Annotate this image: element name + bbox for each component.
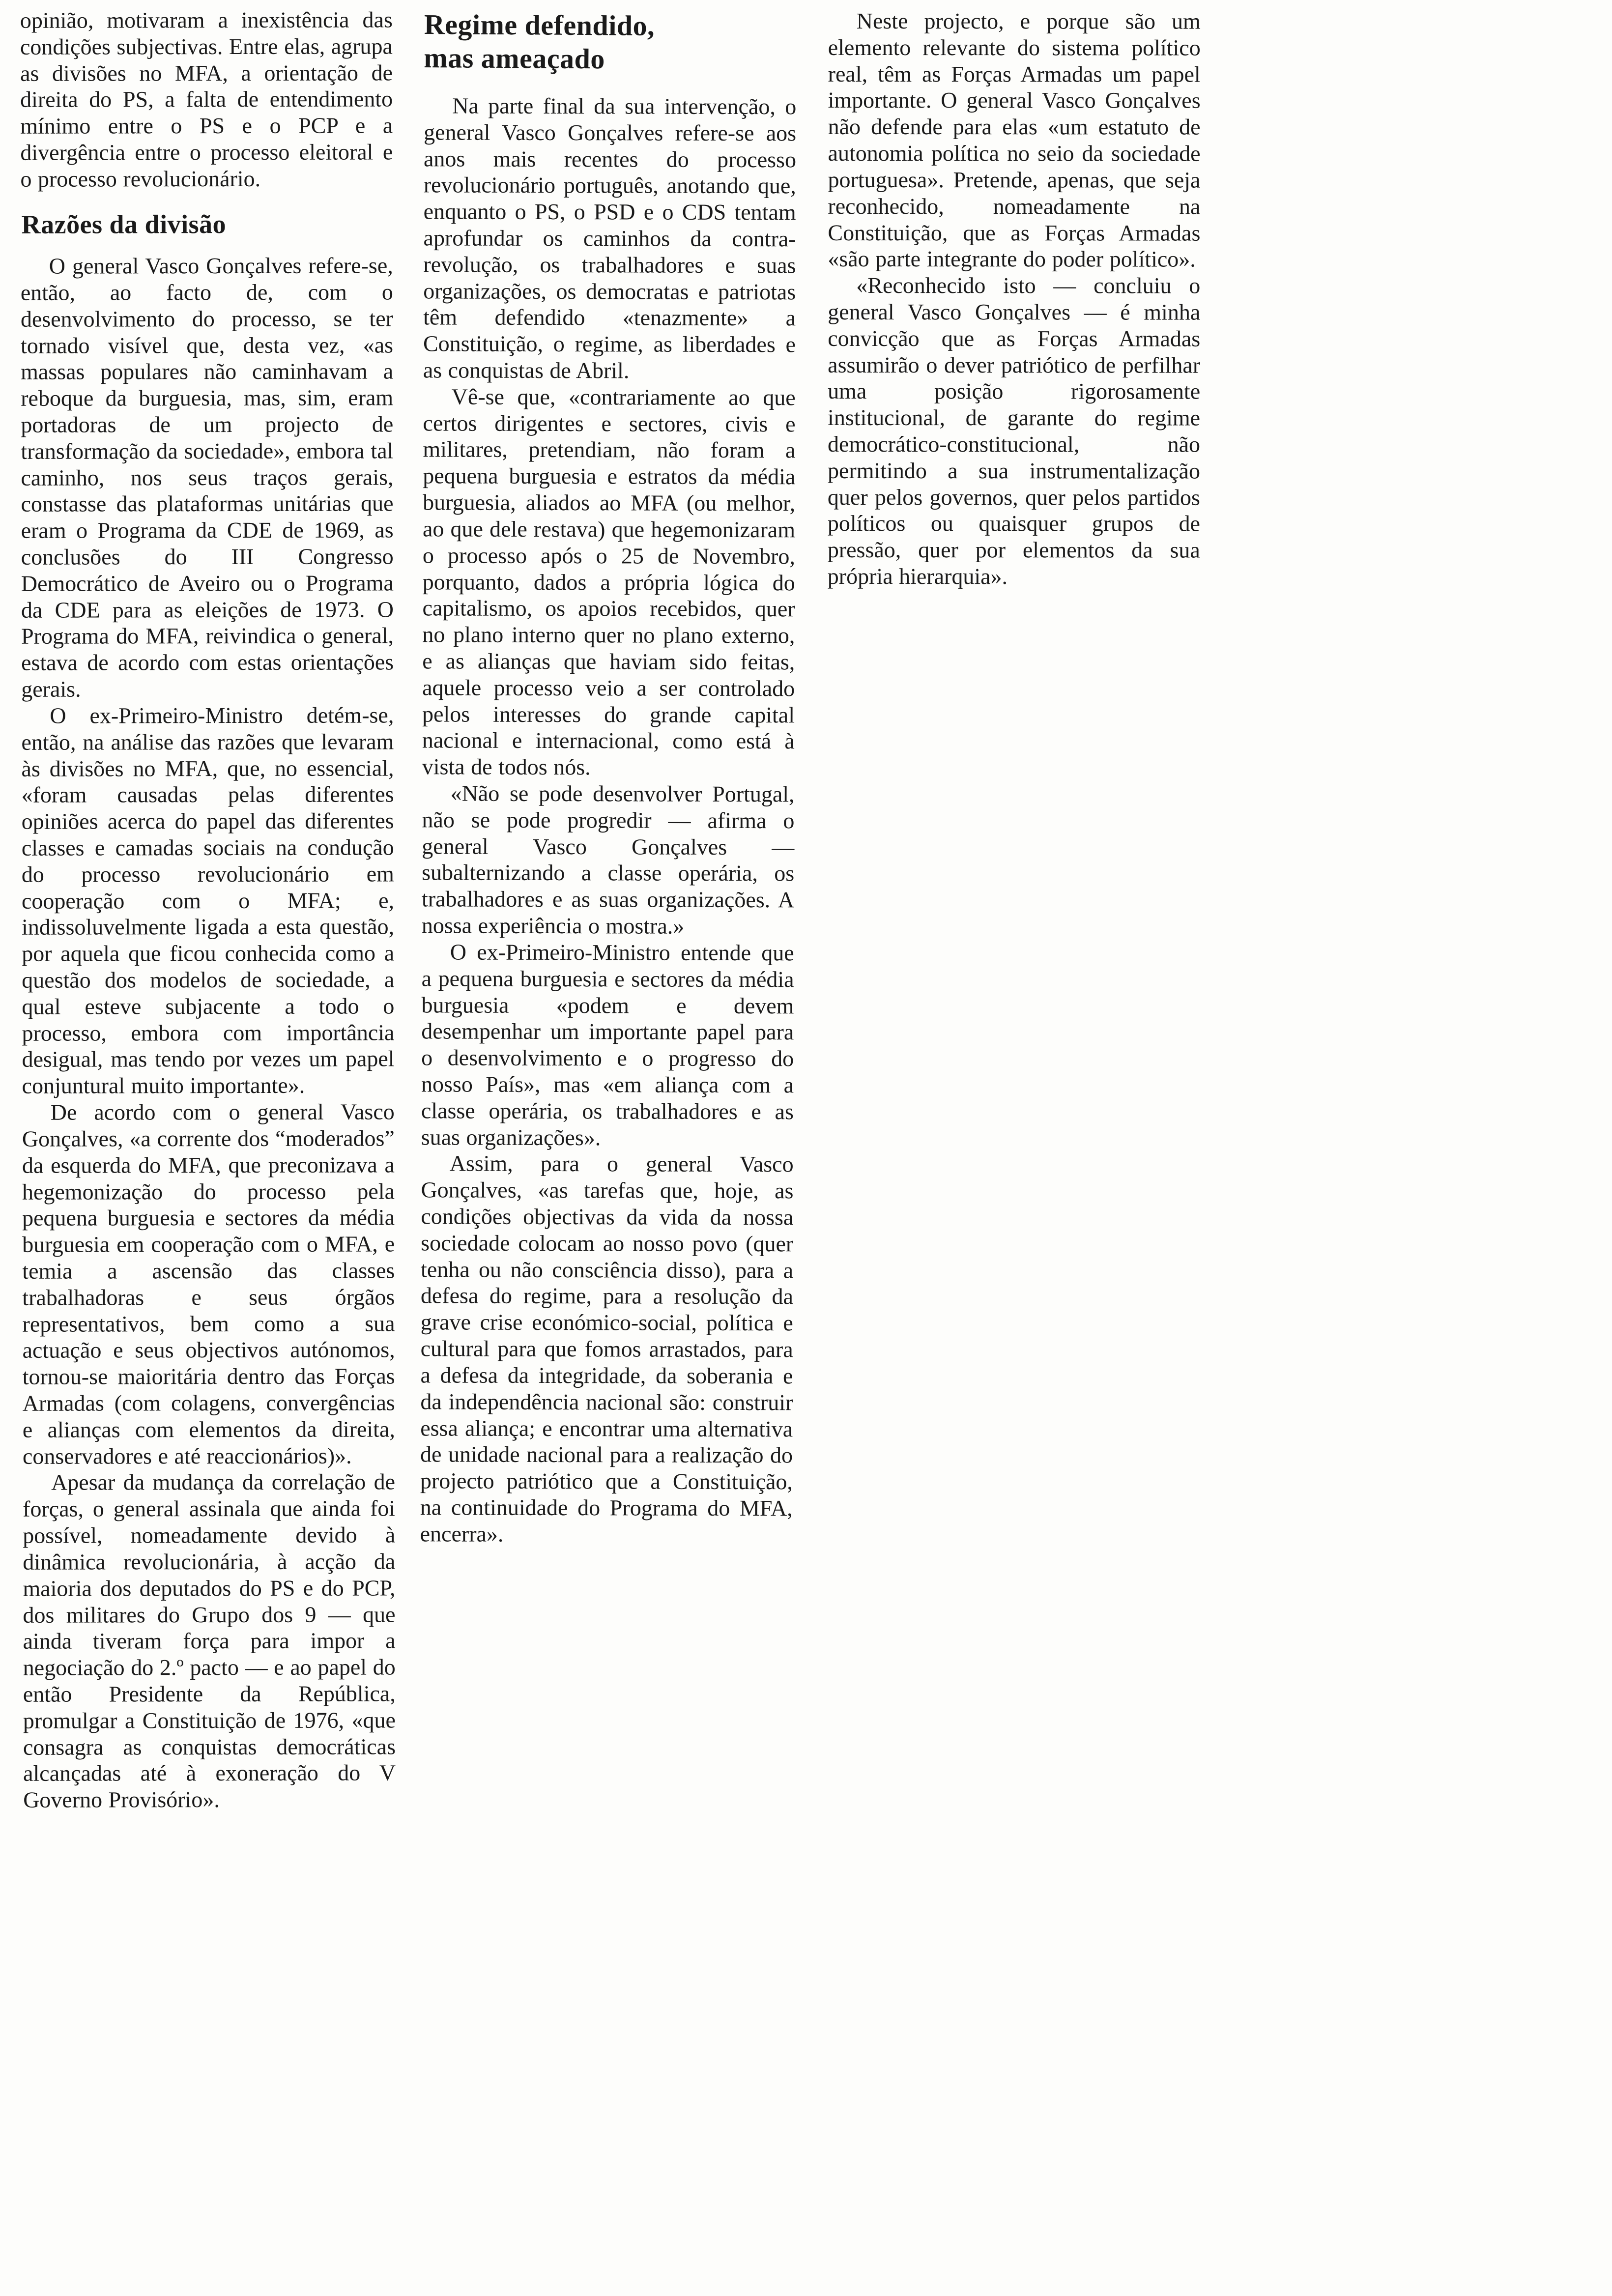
paragraph: «Não se pode desenvolver Portugal, não se pode progredir — afirma o general Vasco Gonçalves — subalternizando a classe operária, os trabalhadores e as suas organizações. A nossa experiência o mostra.» [421, 780, 795, 939]
paragraph: De acordo com o general Vasco Gonçalves, «a corrente dos “moderados” da esquerda do MFA, que preconizava a hegemonização do processo pela pequena burguesia e sectores da média burguesia em cooperação com o MFA, e temia a ascensão das classes trabalhadoras e seus órgãos representativos, bem como a sua actuação e seus objectivos autónomos, tornou-se maioritária dentro das Forças Armadas (com colagens, convergências e alianças com elementos da direita, conservadores e até reaccionários)». [22, 1099, 395, 1469]
column-left [20, 6, 396, 1813]
paragraph: O ex-Primeiro-Ministro entende que a pequena burguesia e sectores da média burguesia «podem e devem desempenhar um importante papel para o desenvolvimento e o progresso do nosso País», mas «em aliança com a classe operária, os trabalhadores e as suas organizações». [421, 939, 794, 1150]
paragraph: O ex-Primeiro-Ministro detém-se, então, na análise das razões que levaram às divisões no MFA, que, no essencial, «foram causadas pelas diferentes opiniões acerca do papel das diferentes classes e camadas sociais na condução do processo revolucionário em cooperação com o MFA; e, indissoluvelmente ligada a esta questão, por aquela que ficou conhecida como a questão dos modelos de sociedade, a qual esteve subjacente a todo o processo, embora com importância desigual, mas tendo por vezes um papel conjuntural muito importante». [21, 702, 395, 1099]
paragraph-continuation: opinião, motivaram a inexistência das condições subjectivas. Entre elas, agrupa as divisões no MFA, a orientação de direita do PS, a falta de entendimento mínimo entre o PS e o PCP e a divergência entre o processo eleitoral e o processo revolucionário. [20, 7, 393, 192]
section-heading-regime-defendido [424, 8, 797, 78]
column-right [827, 6, 1201, 1812]
paragraph: O general Vasco Gonçalves refere-se, então, ao facto de, com o desenvolvimento do processo, se ter tornado visível que, desta vez, «as massas populares não caminhavam a reboque da burguesia, mas, sim, eram portadoras de um projecto de transformação da sociedade», embora tal caminho, nos seus traços gerais, constasse das plataformas unitárias que eram o Programa da CDE de 1969, as conclusões do III Congresso Democrático de Aveiro ou o Programa da CDE para as eleições de 1973. O Programa do MFA, reivindica o general, estava de acordo com estas orientações gerais. [20, 253, 394, 702]
paragraph: Assim, para o general Vasco Gonçalves, «as tarefas que, hoje, as condições objectivas da vida da nossa sociedade colocam ao nosso povo (quer tenha ou não consciência disso), para a defesa do regime, para a resolução da grave crise económico-social, política e cultural para que fomos arrastados, para a defesa da integridade, da soberania e da independência nacional são: construir essa aliança; e encontrar uma alternativa de unidade nacional para a realização do projecto patriótico que a Constituição, na continuidade do Programa do MFA, encerra». [420, 1150, 794, 1547]
paragraph: Neste projecto, e porque são um elemento relevante do sistema político real, têm as Forças Armadas um papel importante. O general Vasco Gonçalves não defende para elas «um estatuto de autonomia política no seio da sociedade portuguesa». Pretende, apenas, que seja reconhecido, nomeadamente na Constituição, que as Forças Armadas «são parte integrante do poder político». [828, 8, 1201, 272]
column-middle [419, 6, 797, 1813]
section-heading-razoes-da-divisao: Razões da divisão [21, 209, 227, 239]
paragraph: Apesar da mudança da correlação de forças, o general assinala que ainda foi possível, nomeadamente devido à dinâmica revolucionária, à acção da maioria dos deputados do PS e do PCP, dos militares do Grupo dos 9 — que ainda tiveram força para impor a negociação do 2.º pacto — e ao papel do então Presidente da República, promulgar a Constituição de 1976, «que consagra as conquistas democráticas alcançadas até à exoneração do V Governo Provisório». [23, 1469, 396, 1812]
section-heading-line-2: mas ameaçado [424, 42, 605, 75]
section-heading-line-1: Regime defendido, [424, 8, 655, 42]
paragraph: Vê-se que, «contrariamente ao que certos dirigentes e sectores, civis e militares, pretendiam, não foram a pequena burguesia e estratos da média burguesia, aliados ao MFA (ou melhor, ao que dele restava) que hegemonizaram o processo após o 25 de Novembro, porquanto, dados a própria lógica do capitalismo, os apoios recebidos, quer no plano interno quer no plano externo, e as alianças que haviam sido feitas, aquele processo veio a ser controlado pelos interesses do grande capital nacional e internacional, como está à vista de todos nós. [422, 384, 796, 780]
paragraph: «Reconhecido isto — concluiu o general Vasco Gonçalves — é minha convicção que as Forças Armadas assumirão o dever patriótico de perfilhar uma posição rigorosamente institucional, de garante do regime democrático-constitucional, não permitindo a sua instrumentalização quer pelos governos, quer pelos partidos políticos ou quaisquer grupos de pressão, quer por elementos da sua própria hierarquia». [827, 273, 1201, 589]
paragraph: Na parte final da sua intervenção, o general Vasco Gonçalves refere-se aos anos mais recentes do processo revolucionário português, anotando que, enquanto o PS, o PSD e o CDS tentam aprofundar os caminhos da contra-revolução, os trabalhadores e suas organizações, os democratas e patriotas têm defendido «tenazmente» a Constituição, o regime, as liberdades e as conquistas de Abril. [423, 93, 797, 383]
